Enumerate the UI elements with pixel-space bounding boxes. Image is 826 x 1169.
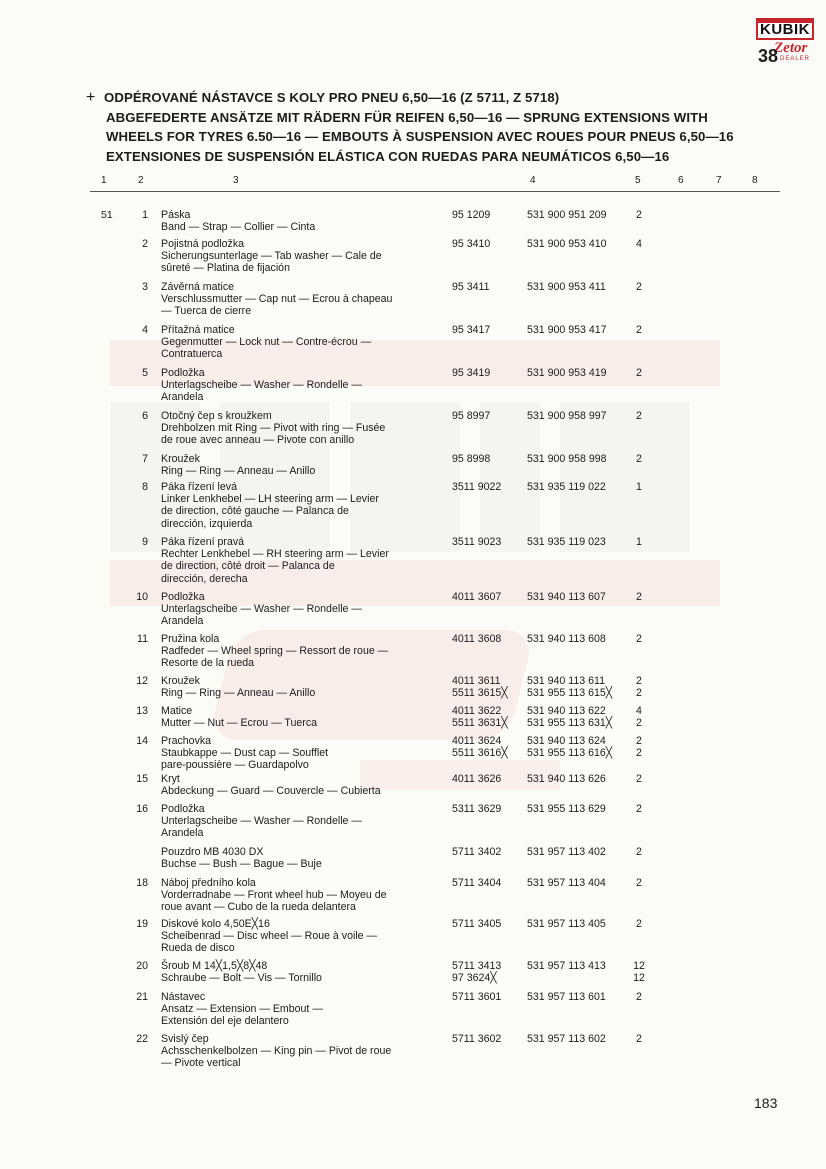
catalog-number-cell: [527, 773, 627, 785]
part-description: [161, 536, 431, 585]
part-description: [161, 705, 431, 729]
catalog-number: 531 900 958 998: [527, 453, 607, 465]
part-name: Páka řízení pravá: [161, 536, 245, 548]
part-translation: Rueda de disco: [161, 942, 235, 955]
group-number: 51: [101, 209, 113, 221]
part-description: [161, 238, 431, 275]
quantity: 12: [633, 960, 645, 972]
quantity: 12: [633, 972, 645, 985]
part-number: 95 3417: [452, 324, 491, 336]
quantity-cell: [631, 481, 647, 493]
part-number: 3511 9022: [452, 481, 502, 493]
part-number: 5511 3616╳: [452, 747, 508, 760]
quantity: 2: [636, 591, 642, 603]
catalog-number-cell: [527, 735, 627, 759]
part-translation: Arandela: [161, 827, 204, 840]
catalog-number: 531 900 953 419: [527, 367, 607, 379]
part-description: [161, 918, 431, 955]
part-translation: Extensión del eje delantero: [161, 1015, 289, 1028]
position-number: 4: [142, 324, 148, 336]
quantity-cell: [631, 367, 647, 379]
part-translation: Achsschenkelbolzen — King pin — Pivot de roue: [161, 1045, 392, 1058]
part-translation: Drehbolzen mit Ring — Pivot with ring — Fusée: [161, 422, 386, 435]
part-number: 4011 3608: [452, 633, 502, 645]
part-number-cell: [452, 410, 518, 422]
part-number: 95 3410: [452, 238, 491, 250]
heading-line-cz: ODPÉROVANÉ NÁSTAVCE S KOLY PRO PNEU 6,50—16 (Z 5711, Z 5718): [104, 90, 560, 105]
part-translation: Schraube — Bolt — Vis — Tornillo: [161, 972, 322, 985]
part-name: Podložka: [161, 367, 205, 379]
quantity: 2: [636, 918, 642, 930]
position-number: 10: [136, 591, 148, 603]
catalog-number: 531 935 119 022: [527, 481, 606, 493]
quantity-cell: [631, 591, 647, 603]
part-translation: Arandela: [161, 391, 204, 404]
part-number: 5311 3629: [452, 803, 502, 815]
quantity: 2: [636, 717, 642, 730]
col-4: 4: [530, 175, 536, 186]
heading-line-es: EXTENSIONES DE SUSPENSIÓN ELÁSTICA CON RUEDAS PARA NEUMÁTICOS 6,50—16: [106, 148, 670, 164]
part-description: [161, 773, 431, 797]
quantity: 4: [636, 705, 642, 717]
part-translation: pare-poussière — Guardapolvo: [161, 759, 309, 772]
quantity-cell: [631, 238, 647, 250]
part-number-cell: [452, 453, 518, 465]
part-number: 95 1209: [452, 209, 491, 221]
part-translation: Unterlagscheibe — Washer — Rondelle —: [161, 603, 362, 616]
page-number-top: 38: [758, 46, 779, 66]
catalog-number: 531 900 953 410: [527, 238, 607, 250]
part-description: [161, 803, 431, 840]
quantity-cell: [631, 209, 647, 221]
part-name: Kroužek: [161, 453, 200, 465]
catalog-number-cell: [527, 803, 627, 815]
quantity-cell: [631, 453, 647, 465]
catalog-number: 531 957 113 601: [527, 991, 606, 1003]
quantity-cell: [631, 846, 647, 858]
part-number-cell: [452, 591, 518, 603]
part-description: [161, 453, 431, 477]
position-number: 12: [136, 675, 148, 687]
part-name: Páska: [161, 209, 191, 221]
position-number: 15: [136, 773, 148, 785]
part-translation: Arandela: [161, 615, 204, 628]
part-number: 95 3419: [452, 367, 491, 379]
quantity: 2: [636, 1033, 642, 1045]
position-number: 16: [136, 803, 148, 815]
quantity-cell: [631, 773, 647, 785]
part-number-cell: [452, 918, 518, 930]
part-name: Podložka: [161, 803, 205, 815]
col-6: 6: [678, 175, 684, 186]
part-translation: Unterlagscheibe — Washer — Rondelle —: [161, 815, 362, 828]
part-translation: Ansatz — Extension — Embout —: [161, 1003, 323, 1016]
part-translation: Mutter — Nut — Ecrou — Tuerca: [161, 717, 318, 730]
part-description: [161, 991, 431, 1028]
catalog-number-cell: [527, 675, 627, 699]
part-number-cell: [452, 803, 518, 815]
part-number-cell: [452, 324, 518, 336]
part-name: Svislý čep: [161, 1033, 209, 1045]
part-description: [161, 735, 431, 772]
quantity-cell: [631, 281, 647, 293]
part-number-cell: [452, 238, 518, 250]
part-number-cell: [452, 536, 518, 548]
quantity: 2: [636, 453, 642, 465]
part-translation: Linker Lenkhebel — LH steering arm — Levier: [161, 493, 379, 506]
part-description: [161, 209, 431, 233]
part-translation: Staubkappe — Dust cap — Soufflet: [161, 747, 329, 760]
quantity-cell: [631, 991, 647, 1003]
part-translation: Resorte de la rueda: [161, 657, 255, 670]
part-name: Podložka: [161, 591, 205, 603]
part-translation: Scheibenrad — Disc wheel — Roue à voile —: [161, 930, 378, 943]
part-number: 4011 3611: [452, 675, 501, 687]
part-number-cell: [452, 846, 518, 858]
part-number: 4011 3624: [452, 735, 502, 747]
part-number-cell: [452, 481, 518, 493]
part-name: Pojistná podložka: [161, 238, 245, 250]
logo-tag: DEALER: [780, 56, 811, 62]
catalog-number-cell: [527, 705, 627, 729]
quantity: 2: [636, 803, 642, 815]
part-translation: dirección, izquierda: [161, 517, 253, 530]
part-description: [161, 960, 431, 984]
position-number: 11: [137, 633, 148, 645]
part-number-cell: [452, 633, 518, 645]
logo-sub: Zetor: [774, 40, 808, 56]
part-number: 5711 3405: [452, 918, 502, 930]
part-name: Šroub M 14╳1,5╳8╳48: [161, 960, 268, 972]
logo-main: KUBIK: [756, 18, 814, 40]
part-translation: roue avant — Cubo de la rueda delantera: [161, 901, 356, 914]
part-number: 5711 3413: [452, 960, 502, 972]
quantity: 2: [636, 747, 642, 760]
quantity: 2: [636, 877, 642, 889]
catalog-number-cell: [527, 281, 627, 293]
col-3: 3: [233, 175, 239, 186]
catalog-number: 531 940 113 611: [527, 675, 605, 687]
part-description: [161, 846, 431, 870]
kubik-watermark: [110, 330, 730, 850]
part-translation: de direction, côté droit — Palanca de: [161, 560, 335, 573]
catalog-number: 531 935 119 023: [527, 536, 606, 548]
catalog-number: 531 955 113 616╳: [527, 747, 613, 760]
quantity: 2: [636, 324, 642, 336]
part-number-cell: [452, 877, 518, 889]
part-name: Závěrná matice: [161, 281, 235, 293]
catalog-number: 531 940 113 626: [527, 773, 606, 785]
part-description: [161, 591, 431, 628]
catalog-number-cell: [527, 877, 627, 889]
quantity: 2: [636, 991, 642, 1003]
part-translation: Unterlagscheibe — Washer — Rondelle —: [161, 379, 362, 392]
part-number-cell: [452, 773, 518, 785]
quantity-cell: [631, 633, 647, 645]
position-number: 14: [136, 735, 148, 747]
part-number-cell: [452, 367, 518, 379]
col-7: 7: [716, 175, 722, 186]
col-2: 2: [138, 175, 144, 186]
part-number: 5711 3402: [452, 846, 502, 858]
part-number: 4011 3607: [452, 591, 502, 603]
quantity: 2: [636, 367, 642, 379]
part-description: [161, 324, 431, 361]
position-number: 13: [136, 705, 148, 717]
position-number: 21: [136, 991, 148, 1003]
catalog-number-cell: [527, 591, 627, 603]
part-number: 5711 3404: [452, 877, 502, 889]
catalog-number-cell: [527, 410, 627, 422]
part-translation: de direction, côté gauche — Palanca de: [161, 505, 349, 518]
catalog-number: 531 900 953 417: [527, 324, 607, 336]
part-number: 3511 9023: [452, 536, 502, 548]
quantity: 2: [636, 773, 642, 785]
part-translation: Band — Strap — Collier — Cinta: [161, 221, 316, 234]
quantity: 1: [636, 481, 642, 493]
position-number: 1: [142, 209, 148, 221]
catalog-number-cell: [527, 453, 627, 465]
part-name: Prachovka: [161, 735, 212, 747]
quantity: 2: [636, 633, 642, 645]
catalog-number: 531 900 958 997: [527, 410, 607, 422]
catalog-number-cell: [527, 918, 627, 930]
quantity-cell: [631, 675, 647, 699]
part-number-cell: [452, 735, 518, 759]
catalog-number-cell: [527, 960, 627, 972]
part-name: Kryt: [161, 773, 180, 785]
part-number: 5511 3631╳: [452, 717, 508, 730]
catalog-number-cell: [527, 209, 627, 221]
page-number-bottom: 183: [754, 1095, 778, 1111]
catalog-number-cell: [527, 238, 627, 250]
position-number: 8: [142, 481, 148, 493]
position-number: 18: [136, 877, 148, 889]
position-number: 19: [136, 918, 148, 930]
column-header: [0, 175, 826, 191]
part-number: 5511 3615╳: [452, 687, 508, 700]
catalog-number-cell: [527, 367, 627, 379]
part-translation: — Tuerca de cierre: [161, 305, 252, 318]
position-number: 3: [142, 281, 148, 293]
part-translation: — Pivote vertical: [161, 1057, 241, 1070]
part-number-cell: [452, 1033, 518, 1045]
part-name: Kroužek: [161, 675, 200, 687]
catalog-number: 531 957 113 404: [527, 877, 606, 889]
part-number-cell: [452, 281, 518, 293]
quantity-cell: [631, 324, 647, 336]
catalog-number: 531 957 113 402: [527, 846, 606, 858]
part-number: 4011 3626: [452, 773, 502, 785]
catalog-number: 531 955 113 615╳: [527, 687, 613, 700]
position-number: 22: [136, 1033, 148, 1045]
part-translation: Rechter Lenkhebel — RH steering arm — Levier: [161, 548, 389, 561]
quantity: 1: [636, 536, 642, 548]
part-description: [161, 633, 431, 670]
catalog-number-cell: [527, 536, 627, 548]
quantity-cell: [631, 1033, 647, 1045]
quantity-cell: [631, 960, 647, 984]
part-translation: Abdeckung — Guard — Couvercle — Cubierta: [161, 785, 381, 798]
part-description: [161, 410, 431, 447]
part-name: Otočný čep s kroužkem: [161, 410, 272, 422]
part-name: Přítažná matice: [161, 324, 235, 336]
part-name: Páka řízení levá: [161, 481, 237, 493]
part-translation: Buchse — Bush — Bague — Buje: [161, 858, 322, 871]
position-number: 6: [142, 410, 148, 422]
catalog-number-cell: [527, 633, 627, 645]
part-description: [161, 675, 431, 699]
catalog-number: 531 940 113 624: [527, 735, 606, 747]
part-number: 95 8998: [452, 453, 491, 465]
quantity: 2: [636, 735, 642, 747]
part-translation: Verschlussmutter — Cap nut — Ecrou à chapeau: [161, 293, 393, 306]
catalog-number: 531 957 113 413: [527, 960, 606, 972]
catalog-number-cell: [527, 846, 627, 858]
part-number-cell: [452, 209, 518, 221]
part-translation: Gegenmutter — Lock nut — Contre-écrou —: [161, 336, 372, 349]
catalog-number-cell: [527, 1033, 627, 1045]
part-name: Nástavec: [161, 991, 206, 1003]
position-number: 5: [142, 367, 148, 379]
position-number: 9: [142, 536, 148, 548]
header-rule: [90, 191, 780, 192]
part-translation: Sicherungsunterlage — Tab washer — Cale de: [161, 250, 382, 263]
part-description: [161, 481, 431, 530]
heading-line-de: ABGEFEDERTE ANSÄTZE MIT RÄDERN FÜR REIFEN 6,50—16 — SPRUNG EXTENSIONS WITH: [106, 109, 708, 125]
part-number: 4011 3622: [452, 705, 502, 717]
catalog-number: 531 900 951 209: [527, 209, 607, 221]
catalog-number-cell: [527, 991, 627, 1003]
part-description: [161, 281, 431, 318]
part-number: 95 8997: [452, 410, 491, 422]
catalog-number: 531 957 113 405: [527, 918, 606, 930]
col-5: 5: [635, 175, 641, 186]
part-number: 5711 3602: [452, 1033, 502, 1045]
quantity-cell: [631, 536, 647, 548]
part-name: Diskové kolo 4,50E╳16: [161, 918, 270, 930]
plus-marker: +: [86, 89, 96, 106]
part-number: 5711 3601: [452, 991, 502, 1003]
part-number-cell: [452, 960, 518, 984]
quantity: 2: [636, 281, 642, 293]
part-name: Pouzdro MB 4030 DX: [161, 846, 264, 858]
part-description: [161, 1033, 431, 1070]
col-8: 8: [752, 175, 758, 186]
part-number-cell: [452, 705, 518, 729]
catalog-number: 531 900 953 411: [527, 281, 606, 293]
position-number: 7: [142, 453, 148, 465]
quantity: 2: [636, 687, 642, 700]
position-number: 20: [136, 960, 148, 972]
part-translation: Ring — Ring — Anneau — Anillo: [161, 465, 316, 478]
catalog-number: 531 940 113 607: [527, 591, 606, 603]
heading-line-en: WHEELS FOR TYRES 6.50—16 — EMBOUTS À SUSPENSION AVEC ROUES POUR PNEUS 6,50—16: [106, 129, 734, 144]
col-1: 1: [101, 175, 107, 186]
catalog-number: 531 940 113 608: [527, 633, 606, 645]
catalog-number: 531 940 113 622: [527, 705, 606, 717]
part-translation: Contratuerca: [161, 348, 223, 361]
catalog-number: 531 955 113 631╳: [527, 717, 613, 730]
catalog-number-cell: [527, 324, 627, 336]
quantity-cell: [631, 410, 647, 422]
quantity-cell: [631, 735, 647, 759]
quantity: 2: [636, 410, 642, 422]
part-name: Pružina kola: [161, 633, 220, 645]
section-heading: [86, 88, 786, 166]
quantity: 4: [636, 238, 642, 250]
quantity-cell: [631, 918, 647, 930]
part-translation: sûreté — Platina de fijación: [161, 262, 290, 275]
quantity: 2: [636, 675, 642, 687]
part-translation: dirección, derecha: [161, 572, 248, 585]
part-translation: de roue avec anneau — Pivote con anillo: [161, 434, 355, 447]
part-translation: Ring — Ring — Anneau — Anillo: [161, 687, 316, 700]
part-translation: Radfeder — Wheel spring — Ressort de roue —: [161, 645, 389, 658]
quantity-cell: [631, 877, 647, 889]
part-description: [161, 367, 431, 404]
part-number: 97 3624╳: [452, 972, 497, 985]
catalog-number-cell: [527, 481, 627, 493]
part-translation: Vorderradnabe — Front wheel hub — Moyeu de: [161, 889, 387, 902]
position-number: 2: [142, 238, 148, 250]
part-number-cell: [452, 991, 518, 1003]
part-name: Náboj předního kola: [161, 877, 256, 889]
part-number-cell: [452, 675, 518, 699]
catalog-number: 531 957 113 602: [527, 1033, 606, 1045]
part-description: [161, 877, 431, 914]
part-number: 95 3411: [452, 281, 490, 293]
part-name: Matice: [161, 705, 193, 717]
catalog-number: 531 955 113 629: [527, 803, 606, 815]
quantity: 2: [636, 846, 642, 858]
quantity-cell: [631, 803, 647, 815]
quantity-cell: [631, 705, 647, 729]
quantity: 2: [636, 209, 642, 221]
